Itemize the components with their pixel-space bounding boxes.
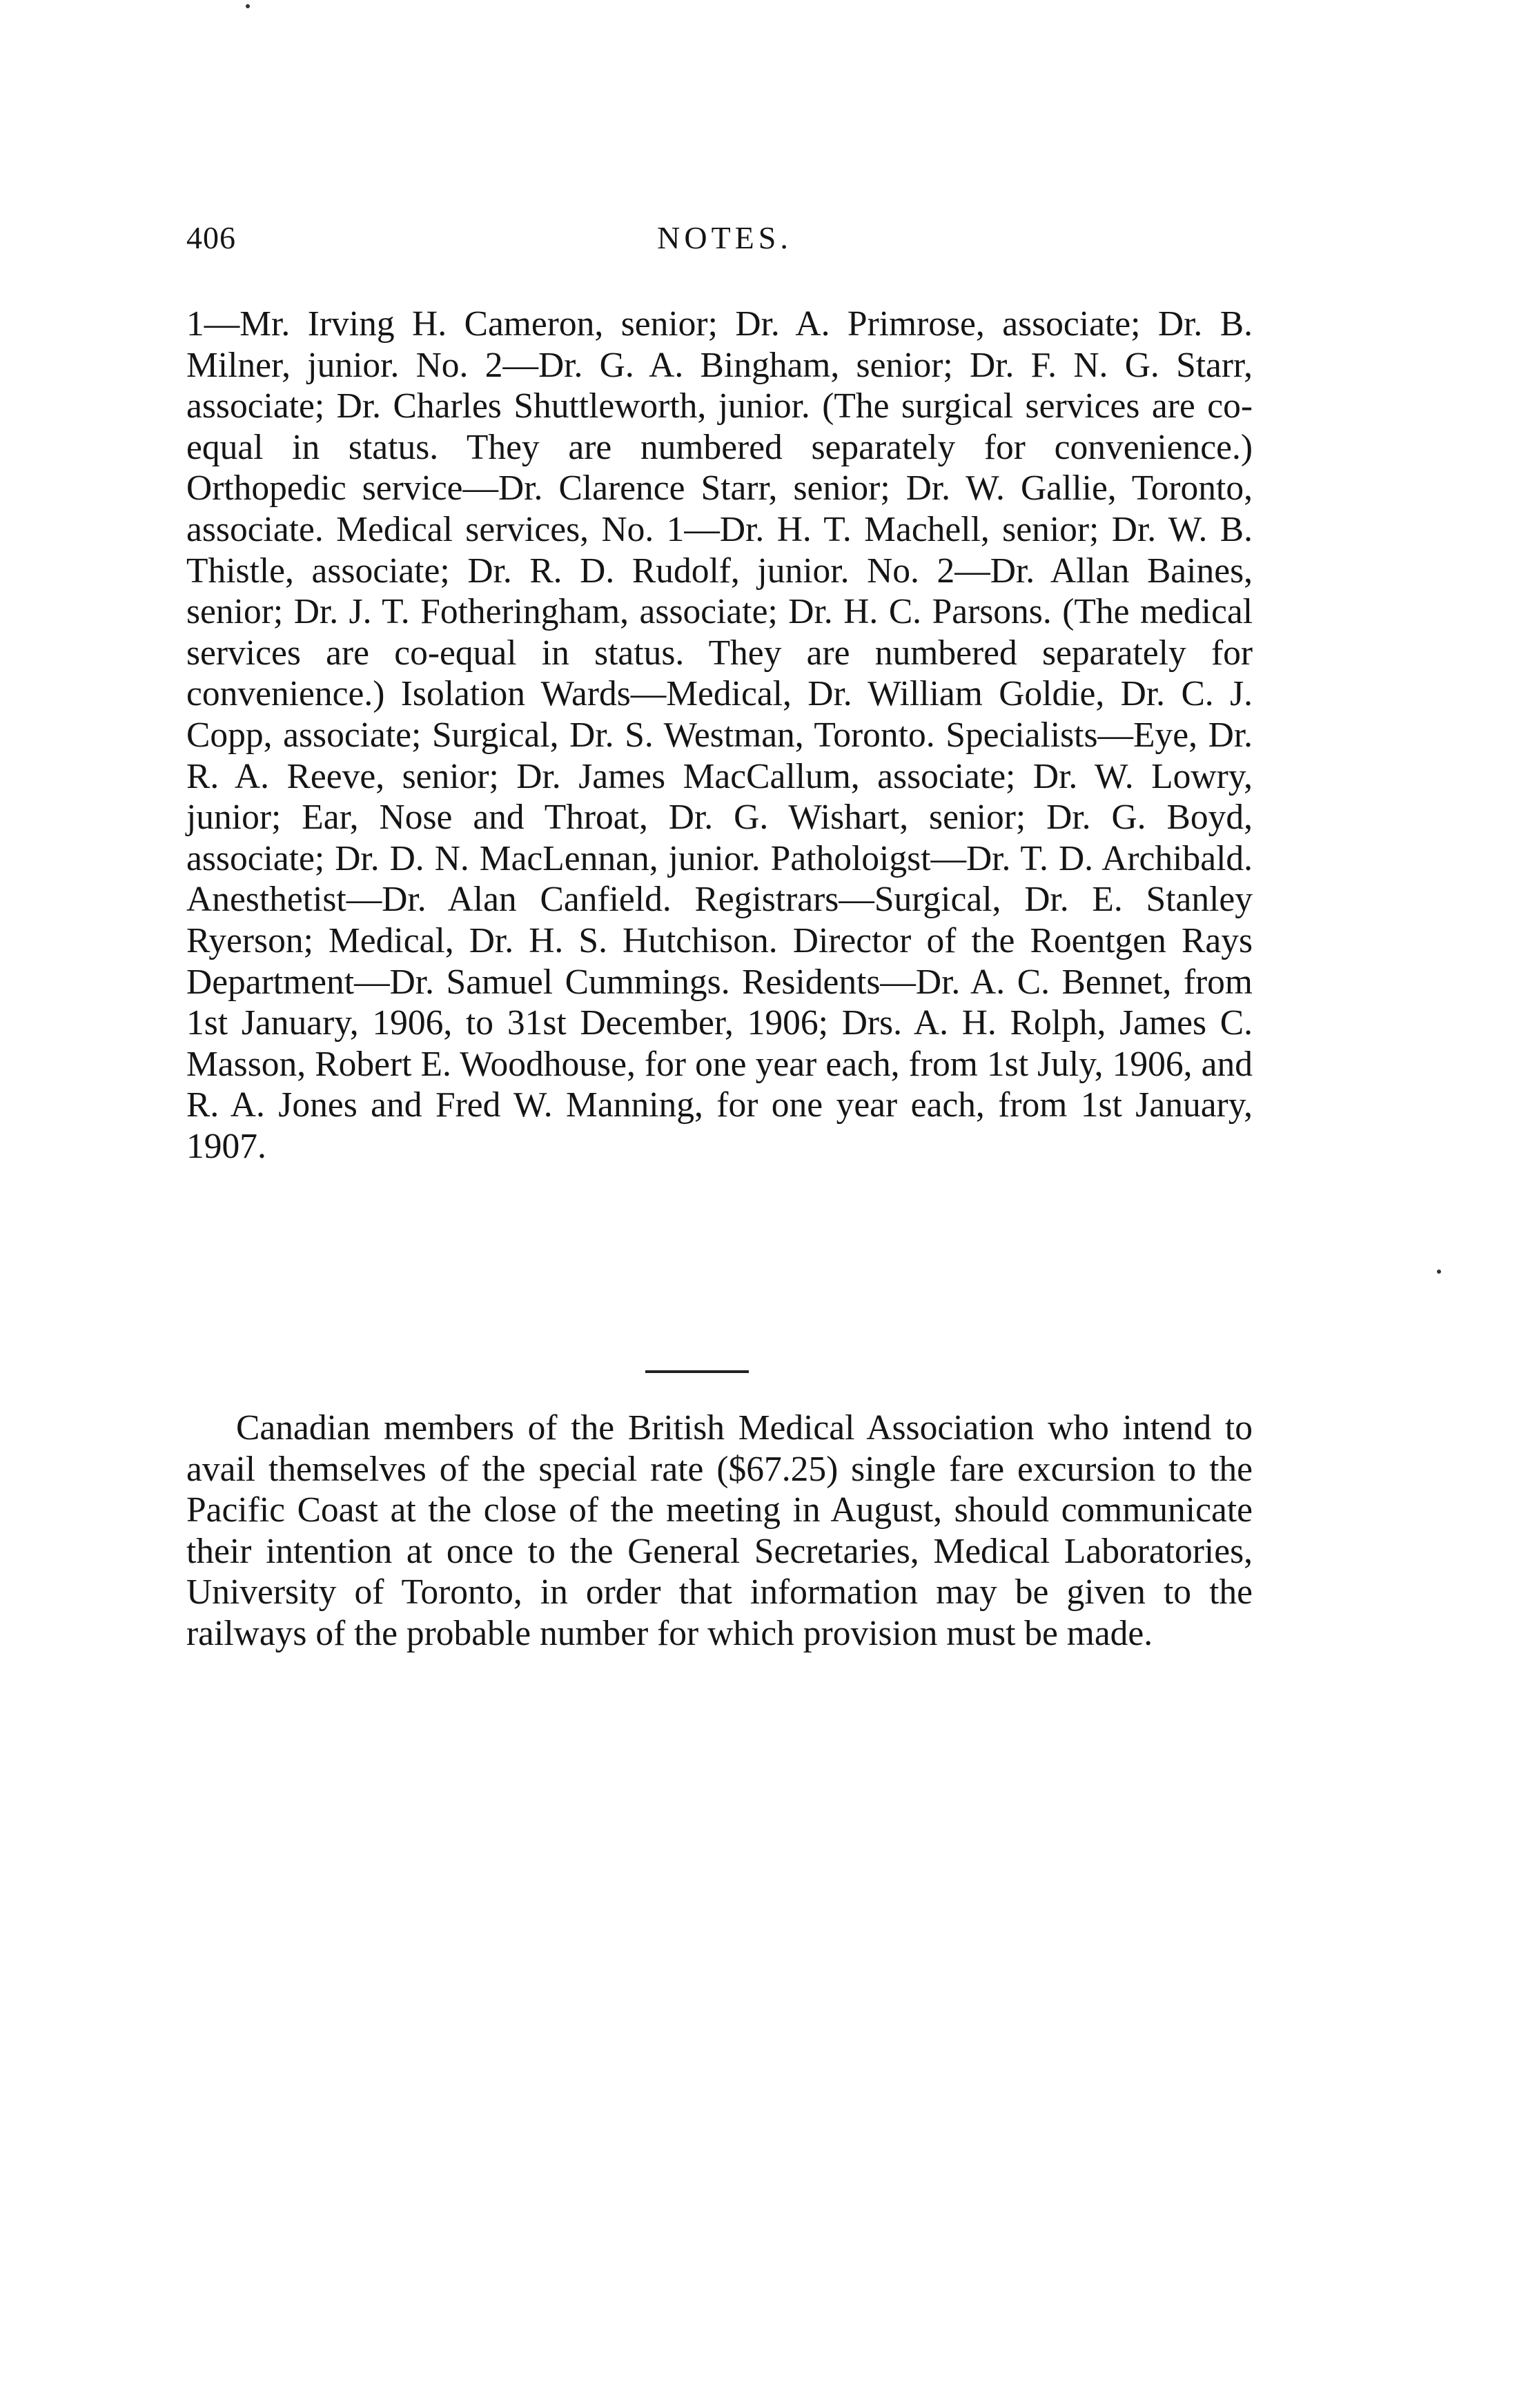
paragraph-staff-list: 1—Mr. Irving H. Cameron, senior; Dr. A. Primrose, associate; Dr. B. Milner, junior. No. 2—Dr. G. A. Bingham, senior; Dr. F. N. G. Starr, associate; Dr. Charles Shuttleworth, junior. (The surgical services are co-equal in status. They are numbered separately for convenience.) Orthopedic service—Dr. Clarence Starr, senior; Dr. W. Gallie, Toronto, associate. Medical services, No. 1—Dr. H. T. Machell, senior; Dr. W. B. Thistle, associate; Dr. R. D. Rudolf, junior. No. 2—Dr. Allan Baines, senior; Dr. J. T. Fotheringham, associate; Dr. H. C. Parsons. (The medical services are co-equal in status. They are numbered separately for convenience.) Isolation Wards—Medical, Dr. William Goldie, Dr. C. J. Copp, associate; Surgical, Dr. S. Westman, Toronto. Specialists—Eye, Dr. R. A. Reeve, senior; Dr. James MacCallum, associate; Dr. W. Lowry, junior; Ear, Nose and Throat, Dr. G. Wishart, senior; Dr. G. Boyd, associate; Dr. D. N. MacLennan, junior. Patholoigst—Dr. T. D. Archibald. Anesthetist—Dr. Alan Canfield. Registrars—Surgical, Dr. E. Stanley Ryerson; Medical, Dr. H. S. Hutchison. Director of the Roentgen Rays Department—Dr. Samuel Cummings. Residents—Dr. A. C. Bennet, from 1st January, 1906, to 31st December, 1906; Drs. A. H. Rolph, James C. Masson, Robert E. Woodhouse, for one year each, from 1st July, 1906, and R. A. Jones and Fred W. Manning, for one year each, from 1st January, 1907. bbox=[186, 304, 1253, 1166]
print-speck bbox=[246, 4, 250, 8]
page-number: 406 bbox=[186, 220, 236, 255]
section-divider-rule bbox=[645, 1370, 749, 1373]
print-speck bbox=[1437, 1270, 1441, 1274]
running-title: NOTES. bbox=[657, 220, 792, 255]
paragraph-bma-notice: Canadian members of the British Medical Association who intend to avail themselves of the special rate ($67.25) single fare excursion to the Pacific Coast at the close of the meeting in August, should communicate their intention at once to the General Secretaries, Medical Laboratories, University of Toronto, in order that information may be given to the railways of the probable number for which provision must be made. bbox=[186, 1408, 1253, 1653]
running-head bbox=[186, 219, 1263, 261]
